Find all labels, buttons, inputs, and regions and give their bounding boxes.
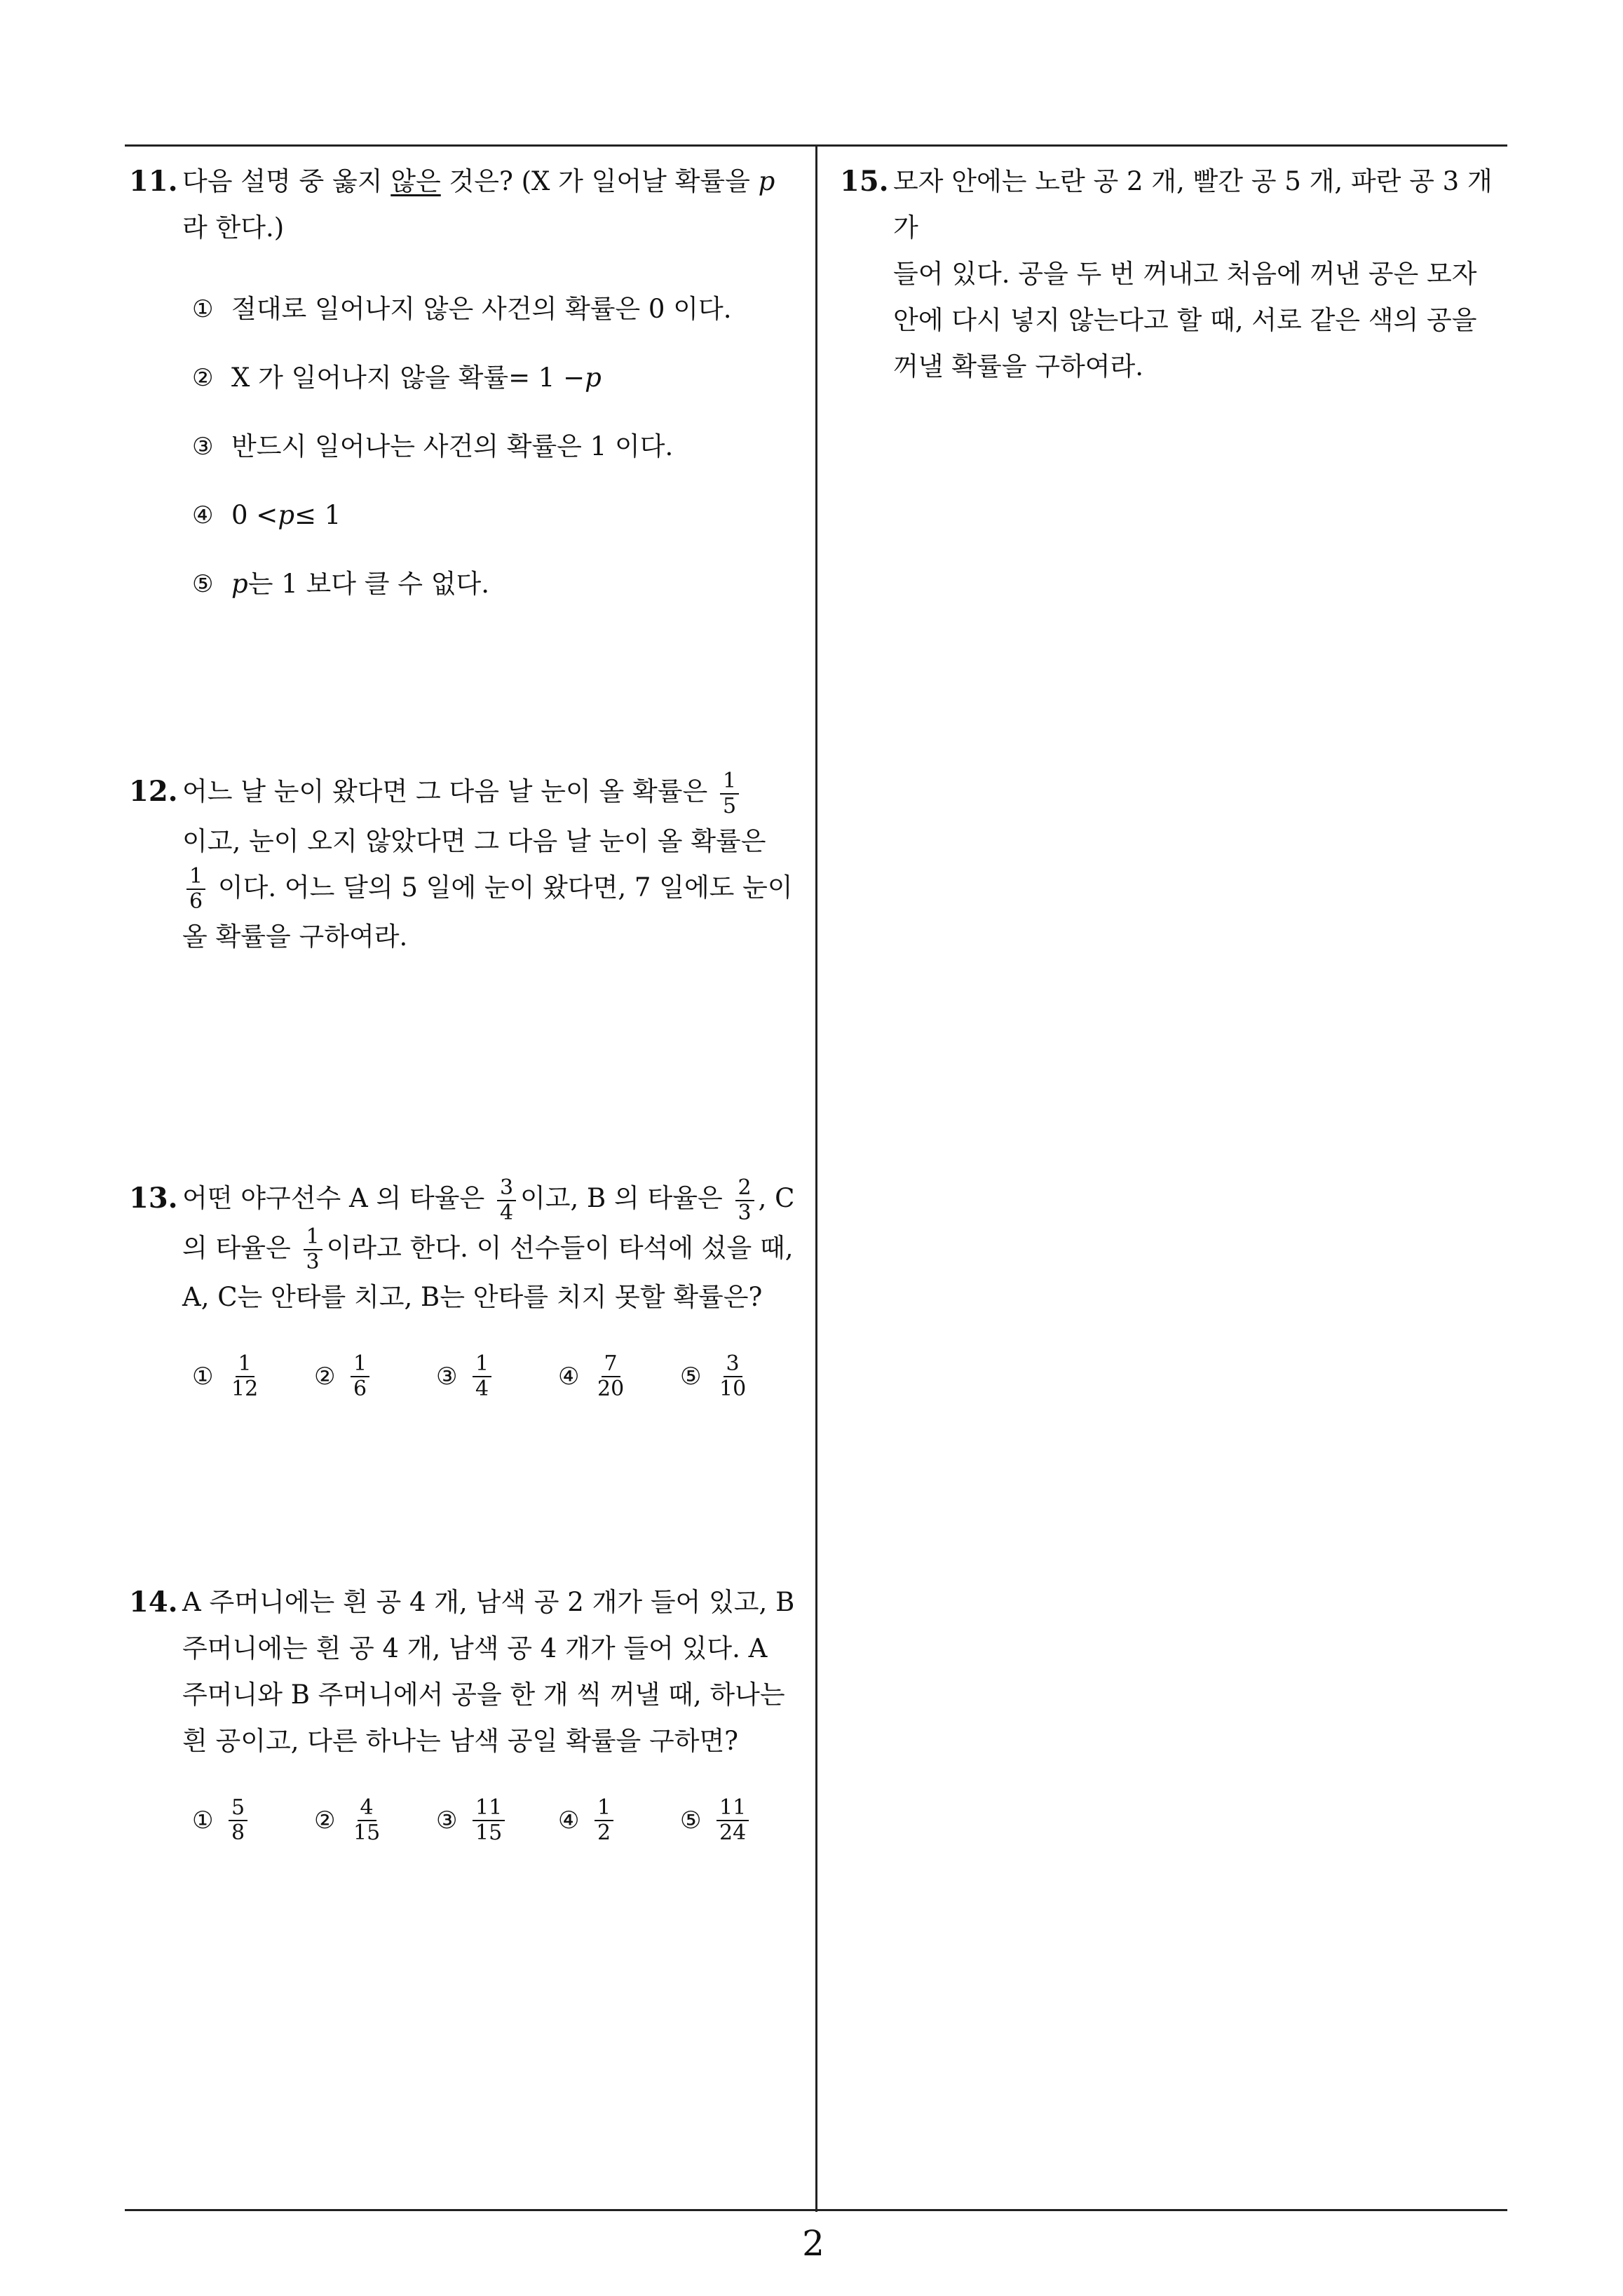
stem-text: A 주머니에는 흰 공 4 개, 남색 공 2 개가 들어 있고, B bbox=[182, 1587, 795, 1617]
choice-marker: ② bbox=[192, 364, 214, 392]
choice-text: X 가 일어나지 않을 확률= 1 − bbox=[231, 363, 585, 393]
fraction-numerator: 3 bbox=[724, 1352, 742, 1377]
stem-text: 이다. 어느 달의 5 일에 눈이 왔다면, 7 일에도 눈이 bbox=[217, 872, 793, 903]
choice-list bbox=[129, 275, 802, 619]
fraction-denominator: 6 bbox=[189, 889, 203, 914]
choice-marker: ⑤ bbox=[680, 1363, 702, 1391]
stem-text: A, C는 안타를 치고, B는 안타를 치지 못할 확률은? bbox=[182, 1282, 763, 1312]
fraction bbox=[595, 1352, 627, 1401]
choice-3[interactable] bbox=[436, 1352, 558, 1401]
fraction bbox=[497, 1176, 516, 1225]
fraction-numerator: 2 bbox=[735, 1176, 754, 1201]
problem-number: 14. bbox=[129, 1586, 178, 1619]
problem-number: 15. bbox=[840, 165, 889, 198]
stem-text: 이고, B 의 타율은 bbox=[520, 1183, 723, 1213]
underlined-text: 않은 bbox=[391, 166, 441, 196]
problem-11-stem bbox=[129, 158, 802, 251]
fraction bbox=[229, 1352, 261, 1401]
choice-text: 0 < bbox=[231, 500, 278, 530]
fraction-denominator: 4 bbox=[475, 1377, 489, 1401]
choice-3[interactable] bbox=[436, 1796, 558, 1845]
choice-text: 반드시 일어나는 사건의 확률은 1 이다. bbox=[231, 431, 674, 461]
fraction-numerator: 5 bbox=[229, 1796, 247, 1821]
fraction-denominator: 15 bbox=[475, 1821, 503, 1845]
choice-text: ≤ 1 bbox=[294, 500, 341, 530]
fraction bbox=[473, 1352, 491, 1401]
problem-number: 13. bbox=[129, 1182, 178, 1215]
math-variable: p bbox=[758, 166, 775, 196]
column-divider bbox=[815, 144, 817, 2212]
problem-11 bbox=[129, 158, 802, 619]
stem-text: 것은? (X 가 일어날 확률을 bbox=[440, 166, 759, 196]
choice-2[interactable] bbox=[192, 344, 802, 412]
fraction-denominator: 24 bbox=[719, 1821, 747, 1845]
fraction-numerator: 11 bbox=[473, 1796, 505, 1821]
problem-15 bbox=[840, 158, 1513, 390]
choice-1[interactable] bbox=[192, 1352, 314, 1401]
choice-marker: ③ bbox=[436, 1807, 458, 1835]
fraction-denominator: 10 bbox=[719, 1377, 747, 1401]
choice-4[interactable] bbox=[558, 1352, 680, 1401]
fraction-numerator: 1 bbox=[186, 865, 205, 890]
fraction bbox=[351, 1352, 369, 1401]
fraction-denominator: 4 bbox=[499, 1200, 514, 1225]
problem-14-stem bbox=[129, 1579, 802, 1764]
fraction-numerator: 11 bbox=[717, 1796, 749, 1821]
problem-12-stem bbox=[129, 769, 802, 960]
fraction-denominator: 2 bbox=[597, 1821, 611, 1845]
choice-2[interactable] bbox=[314, 1796, 436, 1845]
choice-2[interactable] bbox=[314, 1352, 436, 1401]
fraction-numerator: 1 bbox=[304, 1225, 322, 1250]
stem-text: 안에 다시 넣지 않는다고 할 때, 서로 같은 색의 공을 bbox=[893, 305, 1477, 335]
problem-line bbox=[182, 1225, 802, 1275]
problem-13-stem bbox=[129, 1175, 802, 1321]
stem-text: 주머니에는 흰 공 4 개, 남색 공 4 개가 들어 있다. A bbox=[182, 1633, 768, 1663]
fraction bbox=[186, 865, 205, 914]
fraction bbox=[229, 1796, 247, 1845]
choice-row bbox=[129, 1342, 802, 1412]
choice-marker: ① bbox=[192, 1363, 214, 1391]
choice-marker: ⑤ bbox=[192, 570, 214, 598]
stem-text: 라 한다.) bbox=[182, 212, 285, 243]
stem-text: 이고, 눈이 오지 않았다면 그 다음 날 눈이 올 확률은 bbox=[182, 825, 766, 856]
problem-line bbox=[182, 1175, 802, 1225]
problem-line bbox=[182, 865, 802, 914]
stem-text: 어느 날 눈이 왔다면 그 다음 날 눈이 올 확률은 bbox=[182, 776, 708, 806]
fraction bbox=[735, 1176, 754, 1225]
problem-number: 12. bbox=[129, 775, 178, 808]
choice-marker: ① bbox=[192, 1807, 214, 1835]
choice-4[interactable] bbox=[558, 1796, 680, 1845]
fraction-denominator: 20 bbox=[597, 1377, 625, 1401]
choice-marker: ② bbox=[314, 1807, 336, 1835]
choice-marker: ③ bbox=[192, 433, 214, 461]
problem-14 bbox=[129, 1579, 802, 1856]
problem-12 bbox=[129, 769, 802, 960]
choice-5[interactable] bbox=[680, 1352, 802, 1401]
math-variable: p bbox=[585, 363, 602, 393]
stem-text: 꺼낼 확률을 구하여라. bbox=[893, 351, 1143, 381]
problem-13 bbox=[129, 1175, 802, 1412]
choice-5[interactable] bbox=[680, 1796, 802, 1845]
stem-text: 어떤 야구선수 A 의 타율은 bbox=[182, 1183, 485, 1213]
fraction bbox=[304, 1225, 322, 1274]
stem-text: 다음 설명 중 옳지 bbox=[182, 166, 391, 196]
stem-text: 흰 공이고, 다른 하나는 남색 공일 확률을 구하면? bbox=[182, 1726, 739, 1756]
fraction bbox=[720, 769, 739, 818]
fraction-numerator: 1 bbox=[351, 1352, 369, 1377]
fraction-denominator: 6 bbox=[353, 1377, 367, 1401]
choice-row bbox=[129, 1785, 802, 1856]
fraction-numerator: 1 bbox=[595, 1796, 613, 1821]
fraction bbox=[351, 1796, 383, 1845]
stem-text: 올 확률을 구하여라. bbox=[182, 921, 408, 952]
stem-text: 모자 안에는 노란 공 2 개, 빨간 공 5 개, 파란 공 3 개가 bbox=[893, 166, 1493, 243]
stem-text: 주머니와 B 주머니에서 공을 한 개 씩 꺼낼 때, 하나는 bbox=[182, 1680, 785, 1710]
fraction-denominator: 5 bbox=[722, 793, 737, 818]
problem-text bbox=[182, 158, 802, 205]
choice-1[interactable] bbox=[192, 1796, 314, 1845]
math-variable: p bbox=[278, 500, 294, 530]
page-number: 2 bbox=[802, 2223, 824, 2264]
fraction-numerator: 3 bbox=[497, 1176, 516, 1201]
choice-marker: ④ bbox=[192, 501, 214, 529]
choice-5[interactable] bbox=[192, 550, 802, 619]
choice-text: 는 1 보다 클 수 없다. bbox=[247, 569, 489, 599]
fraction-numerator: 1 bbox=[720, 769, 739, 795]
choice-marker: ① bbox=[192, 295, 214, 323]
choice-1[interactable] bbox=[192, 275, 802, 344]
fraction bbox=[473, 1796, 505, 1845]
problem-15-stem bbox=[840, 158, 1513, 390]
fraction bbox=[595, 1796, 613, 1845]
choice-marker: ④ bbox=[558, 1363, 580, 1391]
choice-text: 절대로 일어나지 않은 사건의 확률은 0 이다. bbox=[231, 294, 732, 324]
fraction-numerator: 1 bbox=[236, 1352, 254, 1377]
fraction-denominator: 3 bbox=[738, 1200, 752, 1225]
choice-marker: ④ bbox=[558, 1807, 580, 1835]
stem-text: 이라고 한다. 이 선수들이 타석에 섰을 때, bbox=[326, 1232, 794, 1263]
math-variable: p bbox=[231, 569, 248, 599]
fraction-numerator: 4 bbox=[358, 1796, 376, 1821]
choice-4[interactable] bbox=[192, 481, 802, 550]
choice-marker: ③ bbox=[436, 1363, 458, 1391]
fraction bbox=[717, 1796, 749, 1845]
choice-marker: ⑤ bbox=[680, 1807, 702, 1835]
problem-number: 11. bbox=[129, 165, 178, 198]
fraction-numerator: 7 bbox=[602, 1352, 620, 1377]
stem-text: 의 타율은 bbox=[182, 1232, 291, 1263]
bottom-rule bbox=[125, 2209, 1507, 2211]
choice-3[interactable] bbox=[192, 412, 802, 481]
fraction-denominator: 15 bbox=[353, 1821, 381, 1845]
fraction-denominator: 12 bbox=[231, 1377, 259, 1401]
problem-line bbox=[182, 769, 802, 818]
fraction-denominator: 3 bbox=[306, 1250, 320, 1274]
stem-text: 들어 있다. 공을 두 번 꺼내고 처음에 꺼낸 공은 모자 bbox=[893, 259, 1477, 289]
fraction-denominator: 8 bbox=[231, 1821, 245, 1845]
choice-marker: ② bbox=[314, 1363, 336, 1391]
fraction-numerator: 1 bbox=[473, 1352, 491, 1377]
fraction bbox=[717, 1352, 749, 1401]
stem-text: , C bbox=[758, 1183, 795, 1213]
